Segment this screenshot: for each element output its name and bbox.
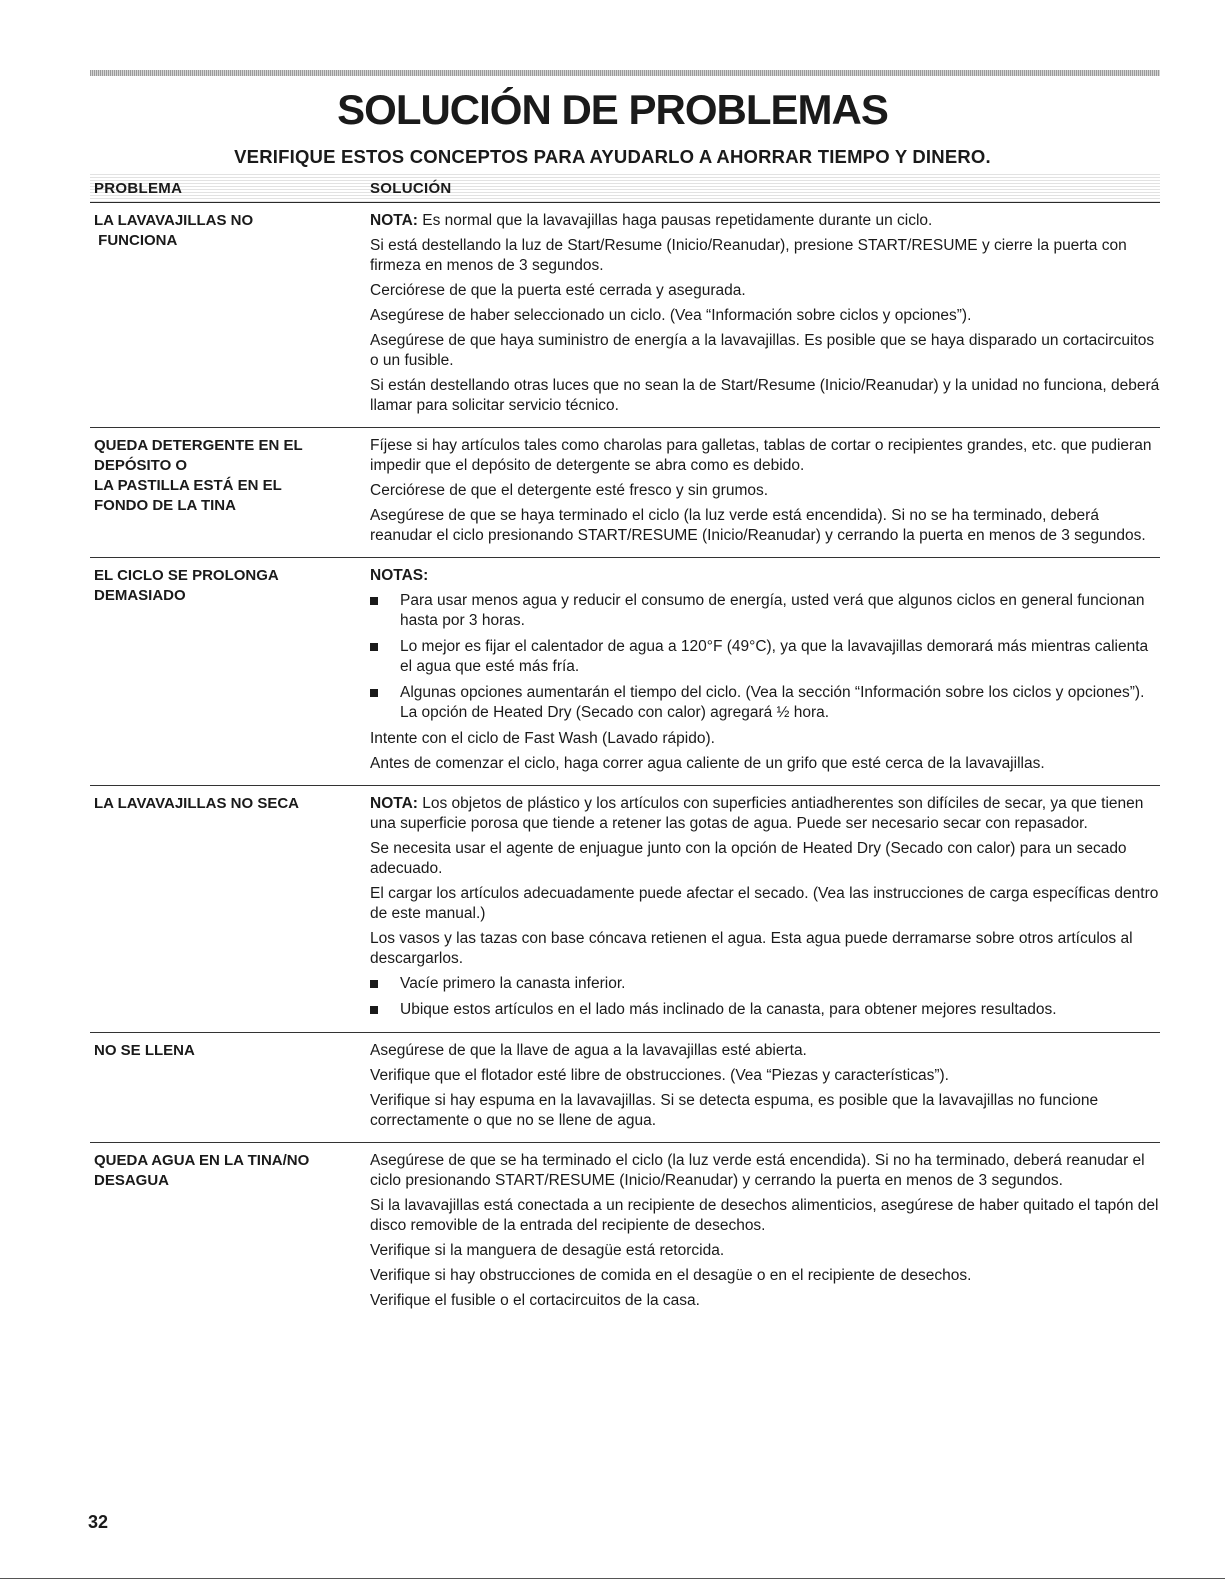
bullet-item	[370, 974, 1160, 994]
note-paragraph	[370, 794, 1160, 834]
solution-cell	[370, 794, 1160, 1026]
troubleshooting-table	[90, 203, 1160, 1322]
problem-cell	[90, 566, 370, 779]
page-number: 32	[88, 1512, 109, 1532]
table-row	[90, 786, 1160, 1033]
table-header	[90, 172, 1160, 203]
solution-paragraph: Asegúrese de que haya suministro de energía a la lavavajillas. Es posible que se haya disparado un cortacircuitos o un fusible.	[370, 332, 1155, 369]
problem-line: QUEDA DETERGENTE EN EL	[94, 437, 303, 454]
solution-cell	[370, 1041, 1160, 1136]
note-text: Es normal que la lavavajillas haga pausas repetidamente durante un ciclo.	[417, 212, 933, 229]
solution-cell	[370, 566, 1160, 779]
bullet-text: Vacíe primero la canasta inferior.	[400, 975, 626, 992]
problem-line: DESAGUA	[94, 1172, 170, 1189]
page-title: SOLUCIÓN DE PROBLEMAS	[337, 86, 888, 133]
solution-paragraph: Antes de comenzar el ciclo, haga correr agua caliente de un grifo que esté cerca de la lavavajillas.	[370, 755, 1045, 772]
note-paragraph	[370, 211, 1160, 231]
bullet-text: Ubique estos artículos en el lado más inclinado de la canasta, para obtener mejores resultados.	[400, 1001, 1057, 1018]
problem-line: DEMASIADO	[94, 587, 186, 604]
problem-line: FUNCIONA	[94, 232, 178, 249]
solution-paragraph: Fíjese si hay artículos tales como charolas para galletas, tablas de cortar o recipientes grandes, etc. que pudieran impedir que el depósito de detergente se abra como es debido.	[370, 437, 1152, 474]
solution-cell	[370, 211, 1160, 421]
column-header-solution: SOLUCIÓN	[370, 180, 452, 197]
table-row	[90, 558, 1160, 786]
solution-paragraph: Verifique que el flotador esté libre de obstrucciones. (Vea “Piezas y características”).	[370, 1067, 949, 1084]
square-bullet-icon	[370, 980, 378, 988]
solution-paragraph: Verifique si hay espuma en la lavavajillas. Si se detecta espuma, es posible que la lavavajillas no funcione correctamente o que no se llene de agua.	[370, 1092, 1099, 1129]
solution-paragraph: Cerciórese de que la puerta esté cerrada y asegurada.	[370, 282, 746, 299]
notes-heading: NOTAS:	[370, 567, 429, 584]
solution-paragraph: Cerciórese de que el detergente esté fresco y sin grumos.	[370, 482, 769, 499]
solution-paragraph: Asegúrese de que se haya terminado el ciclo (la luz verde está encendida). Si no se ha terminado, deberá reanudar el ciclo presionando START/RESUME (Inicio/Reanudar) y cerrando la puerta en menos de 3 segundos.	[370, 507, 1146, 544]
table-row	[90, 1143, 1160, 1322]
solution-cell	[370, 1151, 1160, 1316]
problem-cell	[90, 211, 370, 421]
problem-cell	[90, 1151, 370, 1316]
solution-paragraph: Verifique si hay obstrucciones de comida en el desagüe o en el recipiente de desechos.	[370, 1267, 972, 1284]
bullet-text: Lo mejor es fijar el calentador de agua a 120°F (49°C), ya que la lavavajillas demorará más mientras calienta el agua que esté más fría.	[400, 638, 1149, 675]
square-bullet-icon	[370, 643, 378, 651]
table-row	[90, 1033, 1160, 1143]
solution-cell	[370, 436, 1160, 551]
page-subtitle: VERIFIQUE ESTOS CONCEPTOS PARA AYUDARLO A AHORRAR TIEMPO Y DINERO.	[234, 146, 991, 167]
solution-paragraph: Asegúrese de haber seleccionado un ciclo. (Vea “Información sobre ciclos y opciones”).	[370, 307, 972, 324]
solution-paragraph: Asegúrese de que la llave de agua a la lavavajillas esté abierta.	[370, 1042, 807, 1059]
bullet-item	[370, 637, 1160, 677]
square-bullet-icon	[370, 1006, 378, 1014]
problem-line: LA LAVAVAJILLAS NO SECA	[94, 795, 300, 812]
problem-line: FONDO DE LA TINA	[94, 497, 236, 514]
solution-paragraph: Asegúrese de que se ha terminado el ciclo (la luz verde está encendida). Si no ha terminado, deberá reanudar el ciclo presionando START/RESUME (Inicio/Reanudar) y cerrando la puerta en menos de 3 segundos.	[370, 1152, 1145, 1189]
note-label: NOTA:	[370, 212, 418, 229]
bullet-item	[370, 683, 1160, 723]
bullet-text: Algunas opciones aumentarán el tiempo del ciclo. (Vea la sección “Información sobre los ciclos y opciones”). La opción de Heated Dry (Secado con calor) agregará ½ hora.	[400, 684, 1145, 721]
problem-line: NO SE LLENA	[94, 1042, 195, 1059]
problem-cell	[90, 436, 370, 551]
bullet-item	[370, 1000, 1160, 1020]
note-label: NOTA:	[370, 795, 418, 812]
problem-line: QUEDA AGUA EN LA TINA/NO	[94, 1152, 310, 1169]
problem-line: LA PASTILLA ESTÁ EN EL	[94, 477, 282, 494]
problem-cell	[90, 1041, 370, 1136]
solution-paragraph: Si están destellando otras luces que no sean la de Start/Resume (Inicio/Reanudar) y la unidad no funciona, deberá llamar para solicitar servicio técnico.	[370, 377, 1160, 414]
problem-line: DEPÓSITO O	[94, 457, 188, 474]
table-row	[90, 203, 1160, 428]
column-header-problem: PROBLEMA	[94, 180, 183, 197]
table-row	[90, 428, 1160, 558]
problem-line: LA LAVAVAJILLAS NO	[94, 212, 254, 229]
top-decorative-bar	[90, 70, 1160, 76]
bullet-text: Para usar menos agua y reducir el consumo de energía, usted verá que algunos ciclos en general funcionan hasta por 3 horas.	[400, 592, 1145, 629]
problem-cell	[90, 794, 370, 1026]
solution-paragraph: Verifique si la manguera de desagüe está retorcida.	[370, 1242, 725, 1259]
solution-paragraph: Se necesita usar el agente de enjuague junto con la opción de Heated Dry (Secado con calor) para un secado adecuado.	[370, 840, 1127, 877]
solution-paragraph: El cargar los artículos adecuadamente puede afectar el secado. (Vea las instrucciones de carga específicas dentro de este manual.)	[370, 885, 1159, 922]
note-text: Los objetos de plástico y los artículos con superficies antiadherentes son difíciles de secar, ya que tienen una superficie porosa que tiende a retener las gotas de agua. Puede ser necesario secar con repasador.	[370, 795, 1144, 832]
square-bullet-icon	[370, 597, 378, 605]
bullet-item	[370, 591, 1160, 631]
bottom-rule	[0, 1578, 1225, 1579]
solution-paragraph: Verifique el fusible o el cortacircuitos de la casa.	[370, 1292, 700, 1309]
solution-paragraph: Si está destellando la luz de Start/Resume (Inicio/Reanudar), presione START/RESUME y cierre la puerta con firmeza en menos de 3 segundos.	[370, 237, 1127, 274]
problem-line: EL CICLO SE PROLONGA	[94, 567, 279, 584]
solution-paragraph: Los vasos y las tazas con base cóncava retienen el agua. Esta agua puede derramarse sobre otros artículos al descargarlos.	[370, 930, 1133, 967]
square-bullet-icon	[370, 689, 378, 697]
solution-paragraph: Si la lavavajillas está conectada a un recipiente de desechos alimenticios, asegúrese de haber quitado el tapón del disco removible de la entrada del recipiente de desechos.	[370, 1197, 1159, 1234]
solution-paragraph: Intente con el ciclo de Fast Wash (Lavado rápido).	[370, 730, 715, 747]
